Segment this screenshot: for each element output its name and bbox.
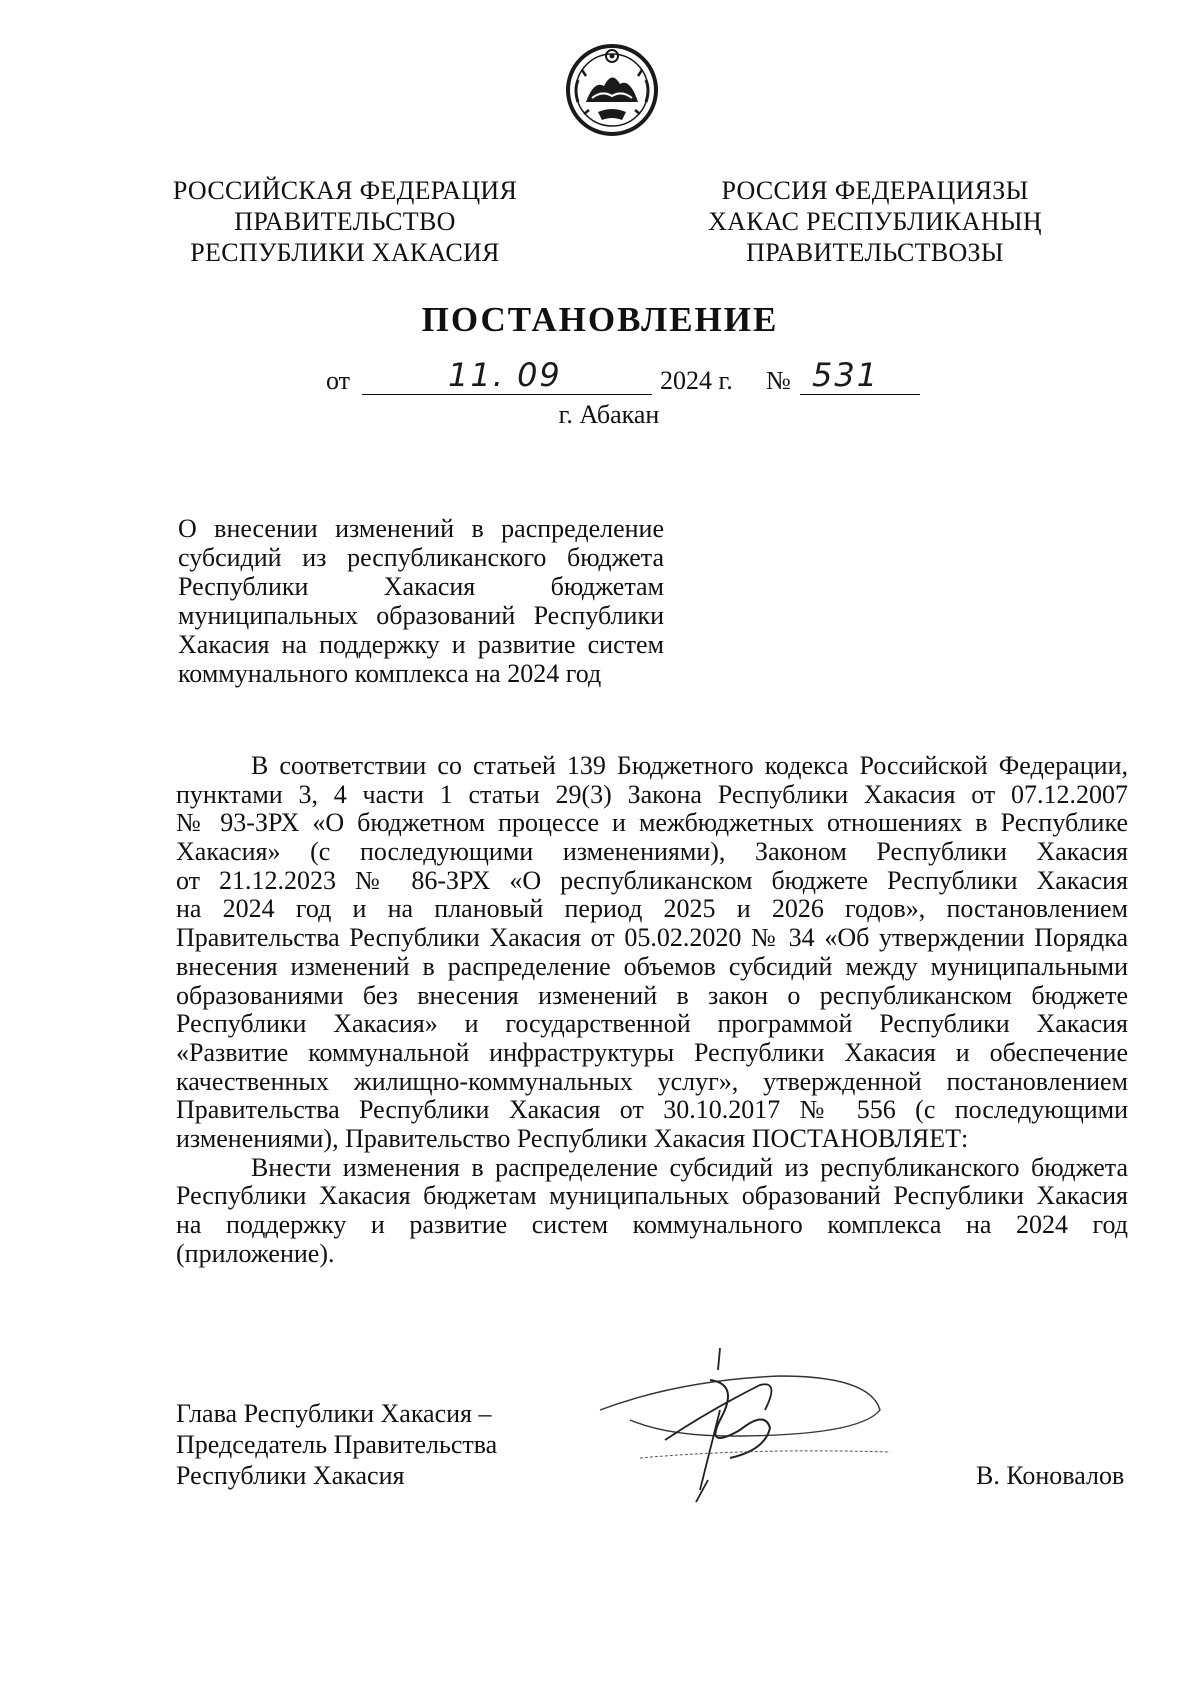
body-line: «Развитие коммунальной инфраструктуры Республики Хакасия и обеспечение (176, 1037, 1128, 1067)
body-line: на 2024 год и на плановый период 2025 и 2026 годов», постановлением (176, 894, 1128, 924)
body-line: В соответствии со статьей 139 Бюджетного кодекса Российской Федерации, (251, 751, 1128, 780)
header-right-line-1: РОССИЯ ФЕДЕРАЦИЯЗЫ (721, 176, 1029, 205)
body-line: Правительства Республики Хакасия от 05.02.2020 № 34 «Об утверждении Порядка (176, 923, 1128, 953)
body-line: Республики Хакасия» и государственной программой Республики Хакасия (176, 1009, 1128, 1039)
body-line: изменениями), Правительство Республики Хакасия ПОСТАНОВЛЯЕТ: (176, 1123, 969, 1153)
subject-line: Республики Хакасия бюджетам (178, 572, 664, 601)
handwritten-signature (590, 1340, 960, 1510)
header-left-line-3: РЕСПУБЛИКИ ХАКАСИЯ (190, 238, 500, 267)
subject-line: О внесении изменений в распределение (178, 514, 664, 543)
header-left-russian (170, 175, 520, 268)
number-sign: № (766, 366, 791, 395)
body-line: Внести изменения в распределение субсидий из республиканского бюджета (251, 1152, 1128, 1182)
subject-line: Хакасия на поддержку и развитие систем (178, 630, 664, 659)
document-body (176, 752, 1128, 1268)
header-right-line-2: ХАКАС РЕСПУБЛИКАНЫҢ (708, 207, 1042, 236)
position-line-2: Председатель Правительства (176, 1430, 498, 1459)
date-number-line (0, 356, 1200, 402)
signatory-position (176, 1398, 497, 1491)
handwritten-number: 531 (812, 356, 880, 394)
header-left-line-1: РОССИЙСКАЯ ФЕДЕРАЦИЯ (172, 176, 518, 205)
position-line-1: Глава Республики Хакасия – (176, 1399, 492, 1428)
header-left-line-2: ПРАВИТЕЛЬСТВО (234, 207, 456, 236)
document-subject (178, 514, 664, 688)
signer-name: В. Коновалов (976, 1461, 1125, 1490)
document-title: ПОСТАНОВЛЕНИЕ (421, 300, 779, 339)
date-year: 2024 г. (660, 366, 733, 395)
body-line: № 93-ЗРХ «О бюджетном процессе и межбюджетных отношениях в Республике (176, 808, 1128, 838)
coat-of-arms-emblem (564, 40, 660, 140)
body-line: пунктами 3, 4 части 1 статьи 29(3) Закона Республики Хакасия от 07.12.2007 (176, 779, 1128, 809)
subject-line: коммунального комплекса на 2024 год (178, 659, 602, 688)
body-line: Правительства Республики Хакасия от 30.10.2017 № 556 (с последующими (176, 1095, 1128, 1125)
position-line-3: Республики Хакасия (176, 1461, 405, 1490)
body-line: внесения изменений в распределение объемов субсидий между муниципальными (176, 951, 1128, 981)
body-line: на поддержку и развитие систем коммунального комплекса на 2024 год (176, 1210, 1128, 1239)
subject-line: субсидий из республиканского бюджета (178, 543, 664, 572)
body-line: образованиями без внесения изменений в закон о республиканском бюджете (176, 980, 1128, 1010)
header-right-line-3: ПРАВИТЕЛЬСТВОЗЫ (746, 238, 1004, 267)
subject-line: муниципальных образований Республики (178, 601, 664, 630)
city-line: г. Абакан (558, 400, 660, 429)
body-line: качественных жилищно-коммунальных услуг», утвержденной постановлением (176, 1066, 1128, 1096)
body-line: (приложение). (176, 1238, 335, 1268)
body-line: Республики Хакасия бюджетам муниципальных образований Республики Хакасия (176, 1181, 1128, 1211)
handwritten-date: 11. 09 (448, 356, 562, 394)
body-line: Хакасия» (с последующими изменениями), Законом Республики Хакасия (176, 837, 1128, 867)
header-right-khakas (700, 175, 1050, 268)
body-line: от 21.12.2023 № 86-ЗРХ «О республиканском бюджете Республики Хакасия (176, 865, 1128, 895)
date-prefix: от (326, 366, 351, 395)
